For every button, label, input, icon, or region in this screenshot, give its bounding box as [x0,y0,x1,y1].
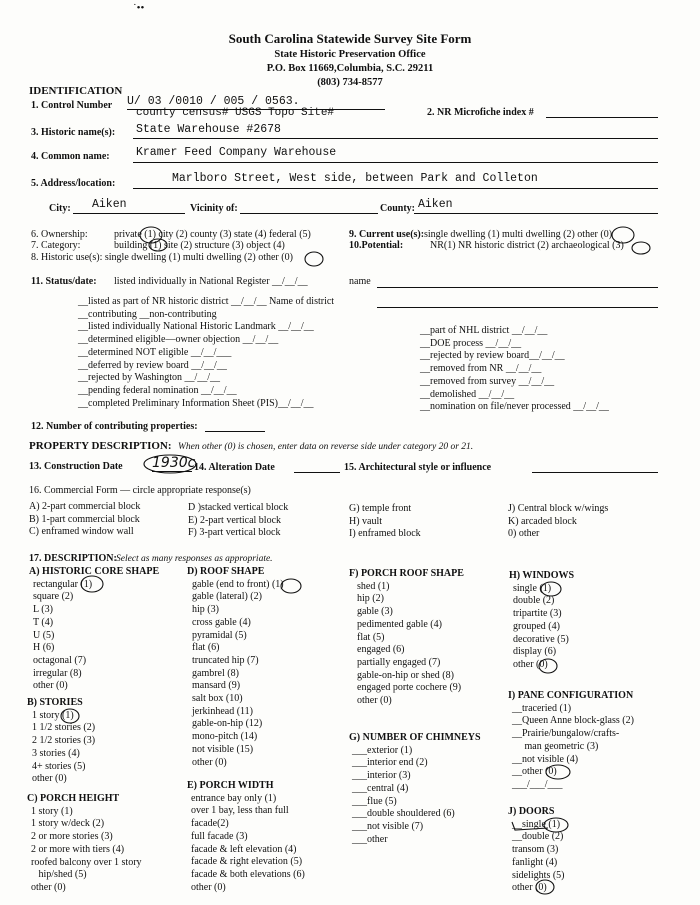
commercial-option[interactable]: E) 2-part vertical block [188,514,282,526]
porch-width-option[interactable]: facade & left elevation (4) [191,843,297,855]
roof-shape-option[interactable]: other (0) [192,756,227,768]
porch-width-heading: E) PORCH WIDTH [187,780,274,791]
address-label: 5. Address/location: [31,178,116,189]
circle-historic-use-other [305,252,323,266]
roof-shape-heading: D) ROOF SHAPE [187,566,265,577]
city-line [73,213,185,214]
windows-option[interactable]: display (6) [513,646,557,658]
city-value[interactable]: Aiken [92,198,127,211]
construction-date-value[interactable]: 1930c [152,455,196,471]
core-shape-option[interactable]: other (0) [33,680,68,692]
status-item[interactable]: __completed Preliminary Information Sheet (PIS)__/__/__ [78,397,314,409]
status-item[interactable]: __part of NHL district __/__/__ [420,325,548,336]
windows-option[interactable]: tripartite (3) [513,608,562,620]
roof-shape-option[interactable]: not visible (15) [192,743,254,755]
windows-heading: H) WINDOWS [509,570,575,581]
status-item[interactable]: __removed from NR __/__/__ [420,363,542,375]
status-item[interactable]: __pending federal nomination __/__/__ [78,384,237,396]
doors-heading: J) DOORS [508,806,555,817]
porch-height-option[interactable]: 1 story w/deck (2) [31,818,105,830]
status-list-right [420,325,609,414]
core-shape-section [29,566,159,693]
alteration-date-label: 14. Alteration Date [194,462,275,473]
description-label: 17. DESCRIPTION: [29,553,117,564]
roof-shape-option[interactable]: flat (6) [192,642,220,654]
nr-microfiche-field[interactable] [546,117,658,118]
porch-roof-option[interactable]: pedimented gable (4) [357,618,442,630]
property-description-heading: PROPERTY DESCRIPTION: [29,440,172,452]
stories-option[interactable]: 4+ stories (5) [32,760,86,772]
status-item[interactable]: __deferred by review board __/__/__ [78,359,227,371]
core-shape-option[interactable]: T (4) [33,616,54,628]
roof-shape-option[interactable]: mansard (9) [192,680,241,692]
core-shape-option[interactable]: rectangular (1) [33,578,93,590]
windows-option[interactable]: other (0) [513,658,548,670]
city-label: City: [49,203,71,214]
ownership-options: private (1) city (2) county (3) state (4) federal (5) [114,229,311,240]
porch-height-option[interactable]: roofed balcony over 1 story [31,856,142,868]
porch-roof-option[interactable]: partially engaged (7) [357,656,441,668]
porch-width-option[interactable]: facade & both elevations (6) [191,868,305,880]
office-phone: (803) 734-8577 [317,77,383,88]
stories-option[interactable]: 3 stories (4) [32,747,80,759]
porch-height-option[interactable]: hip/shed (5) [31,869,87,881]
roof-shape-option[interactable]: gable (end to front) (1) [192,578,284,590]
core-shape-option[interactable]: U (5) [33,629,55,641]
chimneys-option[interactable]: ___central (4) [352,782,409,794]
status-item[interactable]: __listed as part of NR historic district __/__/__ Name of district [78,296,335,307]
porch-height-option[interactable]: 2 or more with tiers (4) [31,843,125,855]
status-item[interactable]: __demolished __/__/__ [420,388,515,400]
historic-use-line: 8. Historic use(s): single dwelling (1) multi dwelling (2) other (0) [31,252,293,263]
core-shape-option[interactable]: H (6) [33,642,55,654]
chimneys-section [349,732,481,846]
historic-name-label: 3. Historic name(s): [31,127,116,138]
common-name-label: 4. Common name: [31,151,110,162]
roof-shape-option[interactable]: cross gable (4) [192,616,251,628]
architectural-style-label: 15. Architectural style or influence [344,462,492,473]
windows-option[interactable]: double (2) [513,595,555,607]
porch-width-option[interactable]: other (0) [191,881,226,893]
office-address: P.O. Box 11669,Columbia, S.C. 29211 [266,63,434,74]
current-use-options: single dwelling (1) multi dwelling (2) other (0) [424,229,613,240]
control-number-value[interactable]: U/ 03 /0010 / 005 / 0563. [127,95,300,108]
office-name: State Historic Preservation Office [274,49,426,60]
address-value[interactable]: Marlboro Street, West side, between Park and Colleton [172,172,538,185]
commercial-option[interactable]: J) Central block w/wings [508,503,609,514]
chimneys-option[interactable]: ___flue (5) [352,795,397,807]
circle-potential-archaeological [632,242,650,254]
porch-roof-option[interactable]: hip (2) [357,593,384,605]
stories-option[interactable]: other (0) [32,773,67,785]
commercial-option[interactable]: F) 3-part vertical block [188,527,281,539]
core-shape-option[interactable]: irregular (8) [33,667,82,679]
potential-options: NR(1) NR historic district (2) archaeological (3) [430,240,624,251]
historic-name-value[interactable]: State Warehouse #2678 [136,123,281,136]
contributing-properties-field[interactable] [205,431,265,432]
commercial-option[interactable]: I) enframed block [349,528,421,540]
status-item[interactable]: __rejected by Washington __/__/__ [78,372,221,384]
category-label: 7. Category: [31,240,81,251]
common-name-value[interactable]: Kramer Feed Company Warehouse [136,146,337,159]
control-number-sublabels: county census# USGS Topo Site# [136,107,335,119]
architectural-style-field[interactable] [532,472,658,473]
porch-roof-option[interactable]: gable-on-hip or shed (8) [357,669,454,681]
windows-option[interactable]: decorative (5) [513,633,569,645]
roof-shape-option[interactable]: salt box (10) [192,693,243,705]
ownership-label: 6. Ownership: [31,229,88,240]
district-name-field[interactable] [377,307,658,308]
status-item[interactable]: __DOE process __/__/__ [420,337,522,349]
status-listed-individually: listed individually in National Register __/__/__ [114,276,308,287]
stories-option[interactable]: 1 1/2 stories (2) [32,722,96,734]
commercial-option[interactable]: D )stacked vertical block [188,502,289,513]
porch-width-section [187,780,305,894]
doors-option[interactable]: __single (1) [512,818,561,830]
potential-label: 10.Potential: [349,240,404,251]
porch-roof-section [349,568,464,708]
category-options: building (1) site (2) structure (3) object (4) [114,240,285,251]
porch-roof-option[interactable]: other (0) [357,695,392,707]
porch-roof-option[interactable]: engaged (6) [357,644,405,656]
pane-config-heading: I) PANE CONFIGURATION [508,690,634,701]
status-item[interactable]: __listed individually National Historic Landmark __/__/__ [78,321,314,333]
doors-option[interactable]: other (0) [512,882,547,894]
common-name-line [133,162,658,163]
name-label: name [349,276,371,287]
chimneys-option[interactable]: ___not visible (7) [352,820,424,832]
pane-config-option[interactable]: __not visible (4) [512,753,579,765]
commercial-col-2 [188,502,288,540]
windows-section [509,570,574,672]
roof-shape-option[interactable]: gable-on-hip (12) [192,718,263,730]
control-number-label: 1. Control Number [31,100,113,111]
roof-shape-option[interactable]: hip (3) [192,604,219,616]
commercial-option[interactable]: H) vault [349,515,383,527]
roof-shape-option[interactable]: gambrel (8) [192,667,239,679]
chimneys-option[interactable]: ___interior end (2) [352,757,428,769]
doors-option[interactable]: transom (3) [512,844,559,856]
porch-roof-heading: F) PORCH ROOF SHAPE [349,568,464,579]
county-line [414,213,658,214]
chimneys-option[interactable]: ___exterior (1) [352,744,413,756]
chimneys-option[interactable]: ___other [352,833,388,845]
roof-shape-option[interactable]: mono-pitch (14) [192,731,258,743]
property-description-note: When other (0) is chosen, enter data on reverse side under category 20 or 21. [178,442,474,452]
stories-option[interactable]: 1 story (1) [32,709,74,721]
porch-height-option[interactable]: 1 story (1) [31,805,73,817]
core-shape-heading: A) HISTORIC CORE SHAPE [29,566,160,577]
status-list-left [78,296,334,410]
corner-mark: ˙•• [133,2,145,14]
porch-height-heading: C) PORCH HEIGHT [27,793,120,804]
roof-shape-option[interactable]: pyramidal (5) [192,629,247,641]
porch-width-option[interactable]: facade & right elevation (5) [191,856,303,868]
windows-option[interactable]: single (1) [513,582,552,594]
status-label: 11. Status/date: [31,276,97,287]
commercial-option[interactable]: G) temple front [349,503,412,514]
doors-option[interactable]: __double (2) [512,831,564,843]
porch-roof-option[interactable]: engaged porte cochere (9) [357,682,462,694]
pane-config-option[interactable]: __Prairie/bungalow/crafts- [512,728,620,740]
commercial-option[interactable]: B) 1-part commercial block [29,513,140,525]
vicinity-field[interactable] [240,213,378,214]
pane-config-option[interactable]: __other (0) [512,766,557,778]
status-item[interactable]: __removed from survey __/__/__ [420,375,555,387]
roof-shape-option[interactable]: truncated hip (7) [192,654,259,666]
name-field[interactable] [377,287,658,288]
core-shape-option[interactable]: octagonal (7) [33,654,87,666]
status-item[interactable]: __contributing __non-contributing [78,308,217,320]
description-note: Select as many responses as appropriate. [116,554,273,564]
county-label: County: [380,203,416,214]
pane-config-section [508,690,634,792]
contributing-properties-label: 12. Number of contributing properties: [31,421,198,432]
commercial-option[interactable]: C) enframed window wall [29,526,134,538]
construction-date-line [152,471,192,472]
porch-width-option[interactable]: full facade (3) [191,830,248,842]
vicinity-label: Vicinity of: [190,203,238,214]
commercial-col-4 [508,503,608,541]
porch-height-option[interactable]: 2 or more stories (3) [31,831,113,843]
stories-heading: B) STORIES [27,697,83,708]
commercial-col-1 [29,501,140,539]
stories-option[interactable]: 2 1/2 stories (3) [32,735,96,747]
identification-heading: IDENTIFICATION [29,85,123,97]
commercial-option[interactable]: 0) other [508,528,540,540]
porch-roof-option[interactable]: gable (3) [357,606,393,618]
commercial-form-label: 16. Commercial Form — circle appropriate response(s) [29,485,251,496]
roof-shape-option[interactable]: gable (lateral) (2) [192,591,262,603]
porch-roof-option[interactable]: shed (1) [357,580,390,592]
porch-width-option[interactable]: facade(2) [191,818,229,830]
chimneys-heading: G) NUMBER OF CHIMNEYS [349,732,481,743]
doors-option[interactable]: sidelights (5) [512,869,565,881]
circle-roof-gable-front [281,579,301,593]
porch-height-option[interactable]: other (0) [31,881,66,893]
windows-option[interactable]: grouped (4) [513,620,560,632]
doors-option[interactable]: fanlight (4) [512,856,558,868]
chimneys-option[interactable]: ___double shouldered (6) [352,808,455,820]
doors-section [508,806,565,895]
stories-section [27,697,95,786]
roof-shape-section [187,566,284,769]
porch-width-option[interactable]: entrance bay only (1) [191,792,277,804]
porch-width-option[interactable]: over 1 bay, less than full [191,805,289,817]
porch-roof-option[interactable]: flat (5) [357,631,385,643]
historic-name-line [133,138,658,139]
pane-config-option[interactable]: __Queen Anne block-glass (2) [512,715,634,727]
chimneys-option[interactable]: ___interior (3) [352,770,411,782]
county-value[interactable]: Aiken [418,198,453,211]
core-shape-option[interactable]: square (2) [33,591,74,603]
roof-shape-option[interactable]: jerkinhead (11) [192,705,253,717]
construction-date-label: 13. Construction Date [29,461,123,472]
status-item[interactable]: __nomination on file/never processed __/__/__ [420,401,609,413]
status-item[interactable]: __rejected by review board__/__/__ [420,350,565,362]
pane-config-other-field[interactable]: ___/___/___ [512,778,563,790]
core-shape-option[interactable]: L (3) [33,604,53,616]
status-item[interactable]: __determined eligible—owner objection __/__/__ [78,334,279,346]
pane-config-option[interactable]: man geometric (3) [512,740,599,752]
alteration-date-field[interactable] [294,472,340,473]
current-use-label: 9. Current use(s): [349,229,425,240]
commercial-option[interactable]: A) 2-part commercial block [29,501,141,512]
address-line [133,188,658,189]
form-title: South Carolina Statewide Survey Site Form [228,31,472,46]
pane-config-option[interactable]: __traceried (1) [512,702,572,714]
commercial-col-3 [349,503,421,541]
porch-height-section [27,793,142,895]
commercial-option[interactable]: K) arcaded block [508,515,577,527]
nr-microfiche-label: 2. NR Microfiche index # [427,107,534,118]
status-item[interactable]: __determined NOT eligible __/__/___ [78,346,232,358]
